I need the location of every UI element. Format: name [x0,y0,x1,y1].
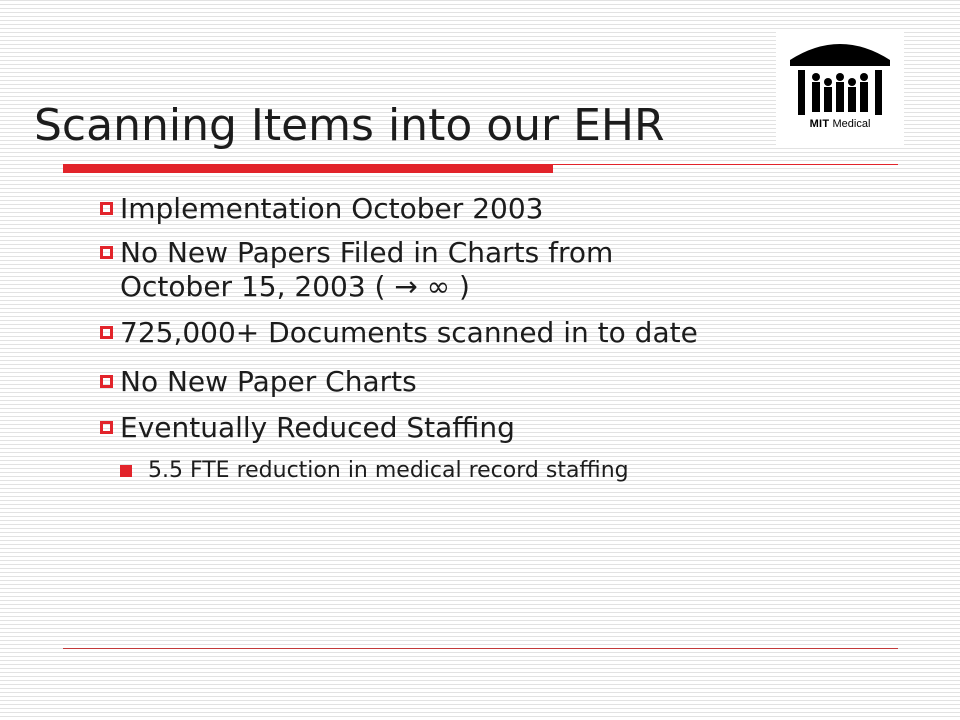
logo-wordmark [776,118,904,130]
hollow-square-bullet-icon [100,246,113,259]
bullet-item [100,316,890,350]
dome-building-icon [776,30,904,120]
bullet-text: Eventually Reduced Staffing [120,411,515,444]
footer-rule [63,648,898,649]
bullet-item [100,236,890,304]
bullet-item [100,365,890,399]
slide-title: Scanning Items into our EHR [34,100,665,151]
bullet-text-line1: No New Papers Filed in Charts from [120,236,614,269]
bullet-item [100,411,890,445]
hollow-square-bullet-icon [100,421,113,434]
logo-mit-text: MIT [809,118,830,130]
mit-medical-logo [776,30,904,146]
hollow-square-bullet-icon [100,375,113,388]
bullet-item [100,192,890,226]
bullet-text: Implementation October 2003 [120,192,544,225]
bullet-list [100,192,890,485]
hollow-square-bullet-icon [100,326,113,339]
sub-bullet-item [100,457,890,485]
title-underline-accent [63,164,553,173]
logo-medical-text: Medical [832,118,871,130]
bullet-text: No New Paper Charts [120,365,417,398]
bullet-text-line2: October 15, 2003 ( → ∞ ) [120,270,470,303]
bullet-text: 725,000+ Documents scanned in to date [120,316,698,349]
title-underline-thin [553,164,898,165]
sub-bullet-text: 5.5 FTE reduction in medical record staffing [148,458,629,483]
hollow-square-bullet-icon [100,202,113,215]
filled-square-bullet-icon [120,465,132,477]
